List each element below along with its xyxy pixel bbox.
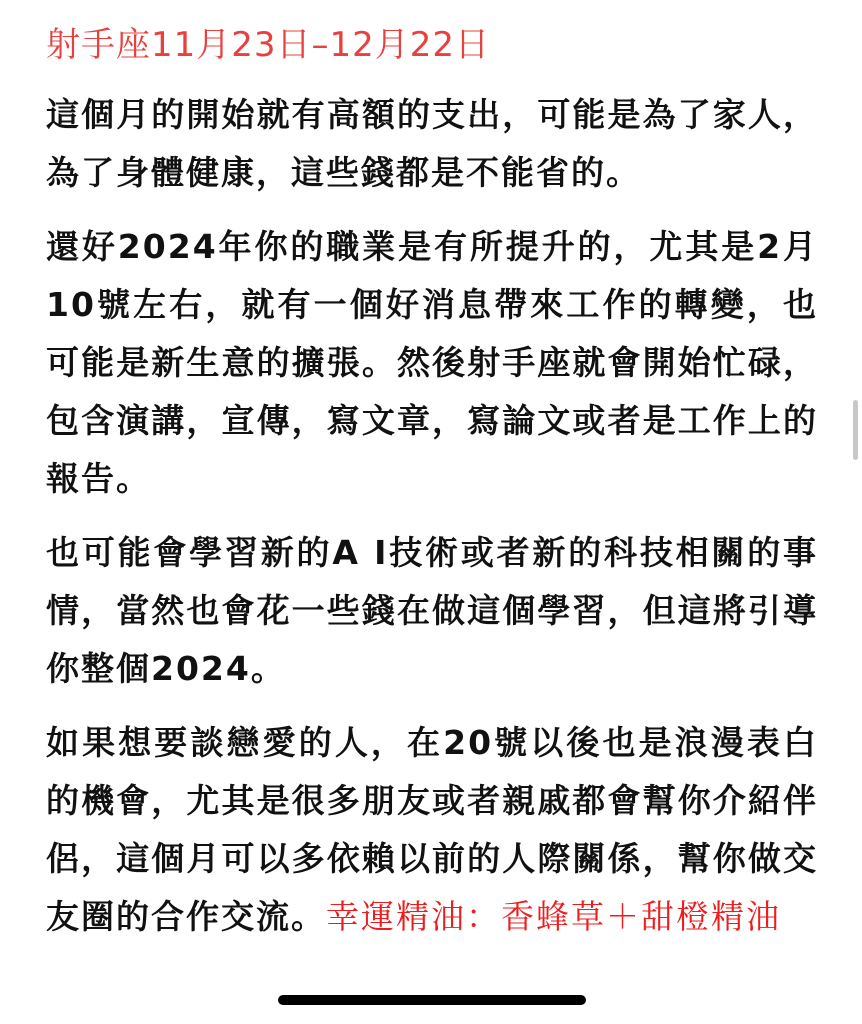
lucky-oil-highlight: 幸運精油：香蜂草＋甜橙精油 [326,897,781,936]
scroll-indicator[interactable] [853,400,858,460]
paragraph-4-text: 如果想要談戀愛的人，在20號以後也是浪漫表白的機會，尤其是很多朋友或者親戚都會幫你介紹伴侶，這個月可以多依賴以前的人際關係，幫你做交友圈的合作交流。 [46,723,818,936]
paragraph-1: 這個月的開始就有高額的支出，可能是為了家人，為了身體健康，這些錢都是不能省的。 [46,95,818,192]
home-indicator[interactable] [278,995,586,1005]
paragraph-3: 也可能會學習新的A I技術或者新的科技相關的事情，當然也會花一些錢在做這個學習，但這將引導你整個2024。 [46,533,818,688]
article [46,18,818,962]
paragraph-2: 還好2024年你的職業是有所提升的，尤其是2月10號左右，就有一個好消息帶來工作的轉變，也可能是新生意的擴張。然後射手座就會開始忙碌，包含演講，宣傳，寫文章，寫論文或者是工作上的報告。 [46,227,818,498]
article-heading: 射手座11月23日–12月22日 [46,25,491,65]
paragraph-4 [46,714,818,946]
